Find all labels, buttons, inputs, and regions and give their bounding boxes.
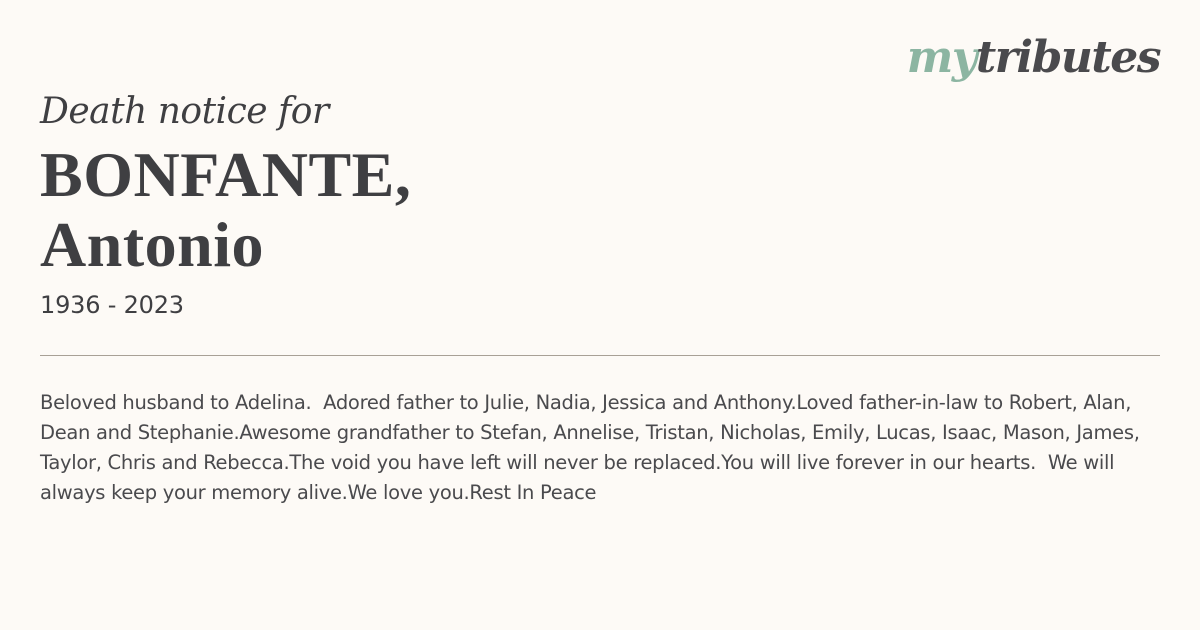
deceased-given-name: Antonio [40,209,264,280]
logo-tributes-text: tributes [975,32,1160,83]
deceased-name [40,140,840,280]
divider [40,355,1160,356]
notice-heading [40,88,840,320]
life-years: 1936 - 2023 [40,291,184,319]
logo-my-text: my [906,32,976,83]
notice-message: Beloved husband to Adelina. Adored father to Julie, Nadia, Jessica and Anthony.Loved father-in-law to Robert, Alan, Dean and Stephanie.Awesome grandfather to Stefan, Annelise, Tristan, Nicholas, Emily, Lucas, Isaac, Mason, James, Taylor, Chris and Rebecca.The void you have left will never be replaced.You will live forever in our hearts. We will always keep your memory alive.We love you.Rest In Peace [40,391,1146,504]
deceased-surname: BONFANTE, [40,139,412,210]
notice-label: Death notice for [40,91,329,132]
mytributes-logo[interactable] [906,32,1160,83]
